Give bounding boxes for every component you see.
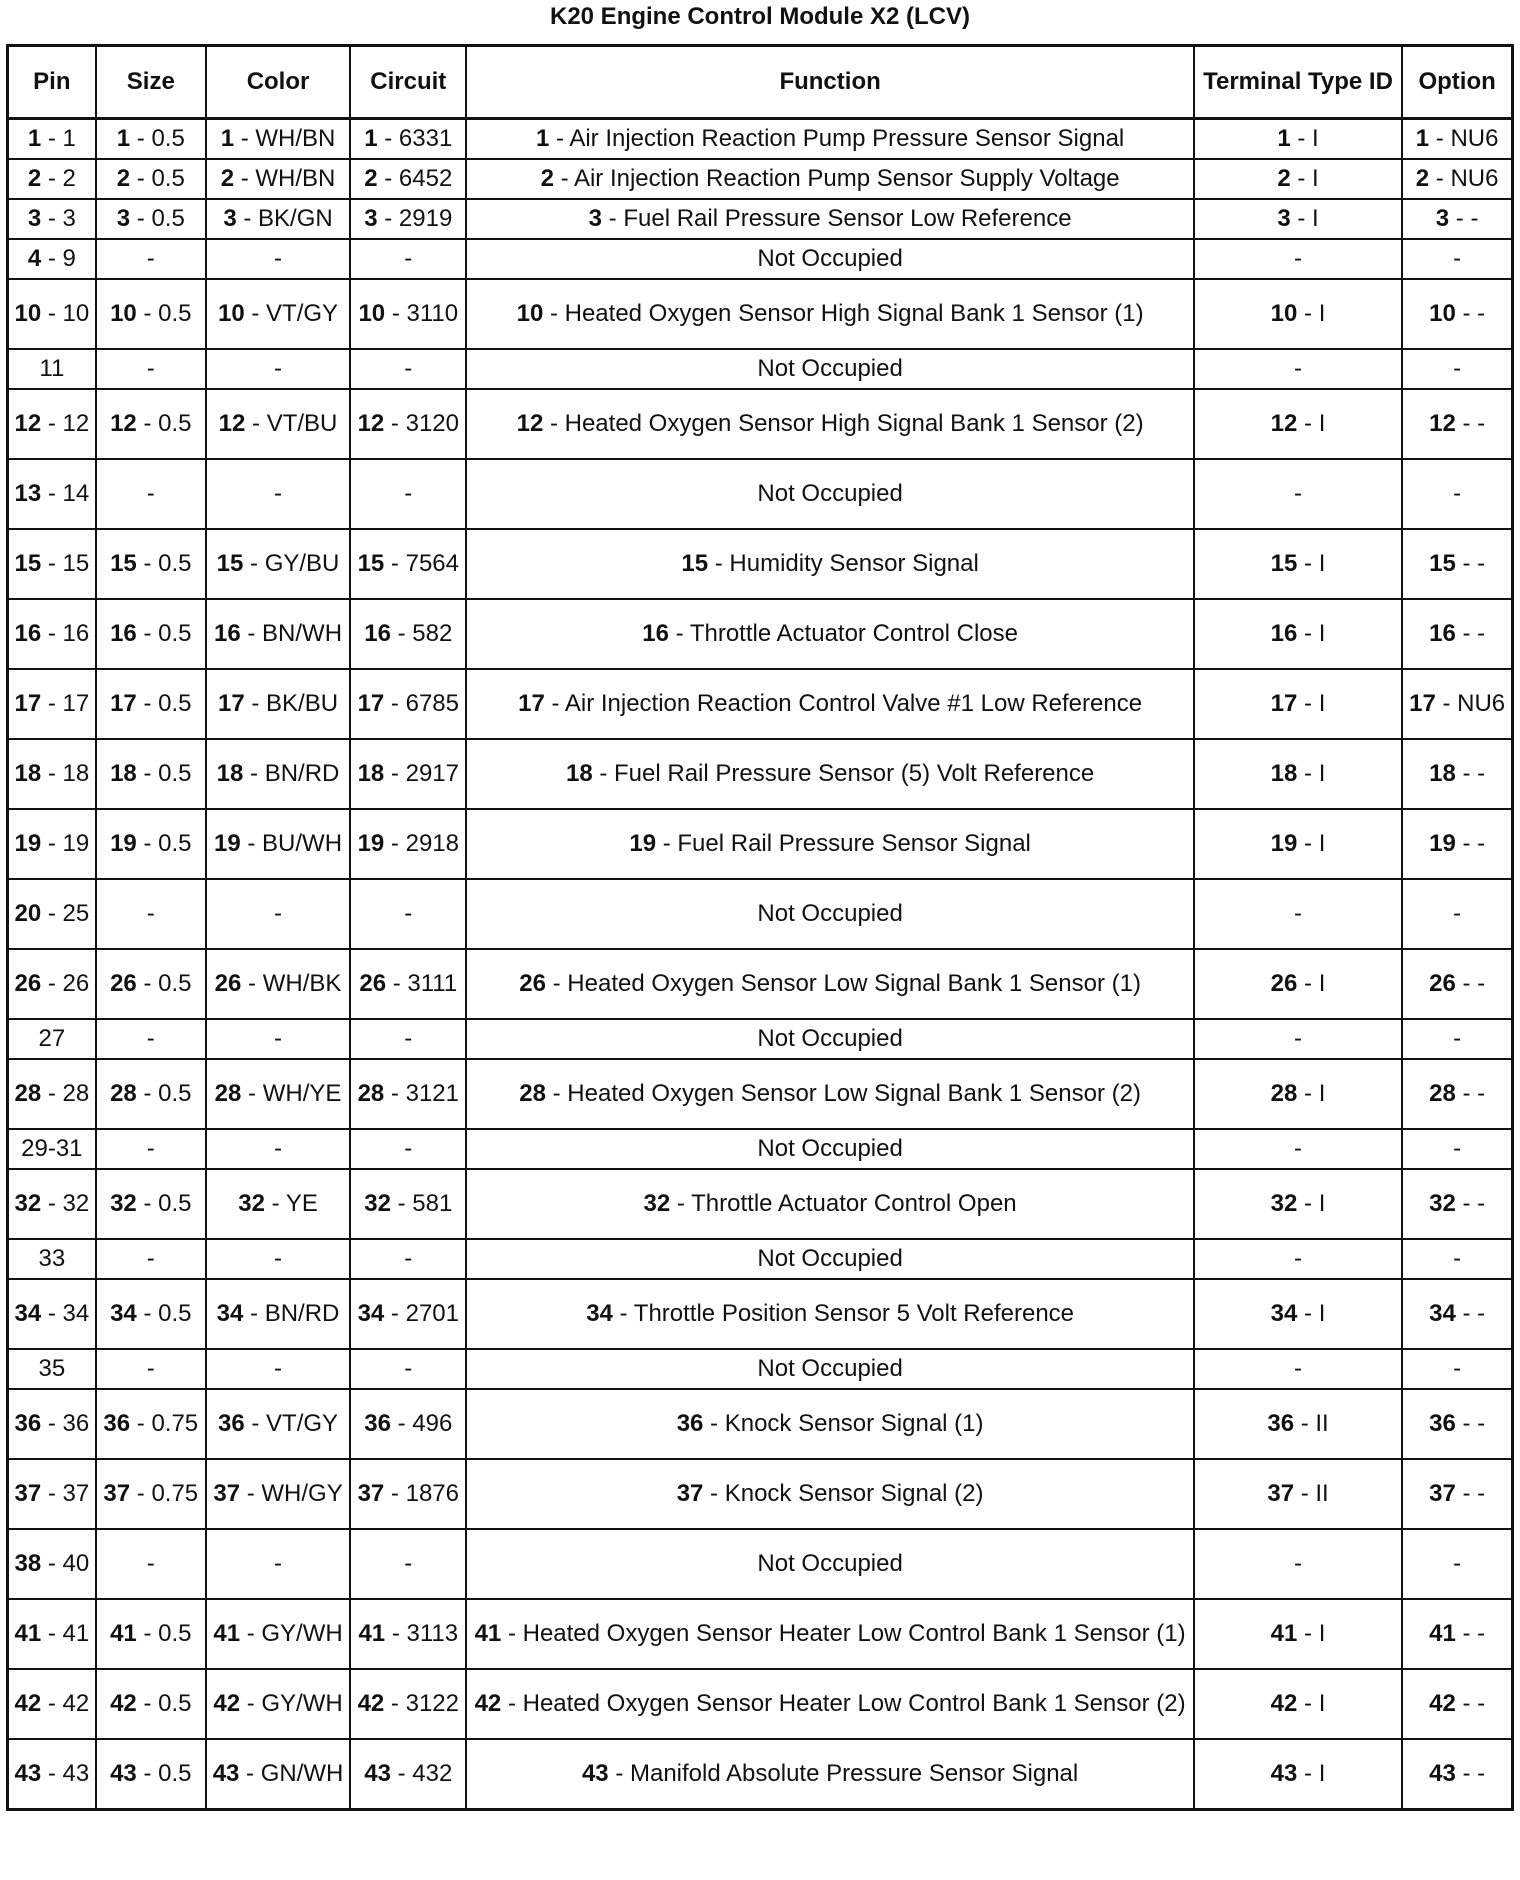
size-cell: 41 - 0.5 [96, 1599, 206, 1669]
size-cell: 42 - 0.5 [96, 1669, 206, 1739]
circuit-cell: 34 - 2701 [350, 1279, 466, 1349]
color-cell: 15 - GY/BU [206, 529, 350, 599]
terminal-type-cell: 10 - I [1194, 279, 1402, 349]
color-cell: 3 - BK/GN [206, 199, 350, 239]
color-cell: 36 - VT/GY [206, 1389, 350, 1459]
function-cell: Not Occupied [466, 349, 1193, 389]
terminal-type-cell: 3 - I [1194, 199, 1402, 239]
table-row [8, 949, 1513, 1019]
pin-cell: 18 - 18 [8, 739, 96, 809]
table-row [8, 1019, 1513, 1059]
color-cell: - [206, 1239, 350, 1279]
table-row [8, 199, 1513, 239]
color-cell: 16 - BN/WH [206, 599, 350, 669]
terminal-type-cell: - [1194, 239, 1402, 279]
table-row [8, 1349, 1513, 1389]
size-cell: 28 - 0.5 [96, 1059, 206, 1129]
function-cell: Not Occupied [466, 1349, 1193, 1389]
pin-cell: 19 - 19 [8, 809, 96, 879]
function-cell: 17 - Air Injection Reaction Control Valve #1 Low Reference [466, 669, 1193, 739]
pin-cell: 20 - 25 [8, 879, 96, 949]
function-cell: 43 - Manifold Absolute Pressure Sensor Signal [466, 1739, 1193, 1810]
table-row [8, 1389, 1513, 1459]
color-cell: 2 - WH/BN [206, 159, 350, 199]
page-title: K20 Engine Control Module X2 (LCV) [549, 3, 970, 30]
size-cell: - [96, 239, 206, 279]
color-cell: 28 - WH/YE [206, 1059, 350, 1129]
table-row [8, 1059, 1513, 1129]
pin-cell: 16 - 16 [8, 599, 96, 669]
pin-cell: 37 - 37 [8, 1459, 96, 1529]
color-cell: 34 - BN/RD [206, 1279, 350, 1349]
table-row [8, 349, 1513, 389]
circuit-cell: 26 - 3111 [350, 949, 466, 1019]
size-cell: - [96, 459, 206, 529]
terminal-type-cell: - [1194, 1529, 1402, 1599]
color-cell: 12 - VT/BU [206, 389, 350, 459]
option-cell: 32 - - [1402, 1169, 1512, 1239]
size-cell: 3 - 0.5 [96, 199, 206, 239]
color-cell: 26 - WH/BK [206, 949, 350, 1019]
terminal-type-cell: 37 - II [1194, 1459, 1402, 1529]
header-size: Size [96, 46, 206, 119]
pin-cell: 3 - 3 [8, 199, 96, 239]
function-cell: 36 - Knock Sensor Signal (1) [466, 1389, 1193, 1459]
terminal-type-cell: 32 - I [1194, 1169, 1402, 1239]
function-cell: Not Occupied [466, 1239, 1193, 1279]
header-pin: Pin [8, 46, 96, 119]
circuit-cell: 10 - 3110 [350, 279, 466, 349]
function-cell: 42 - Heated Oxygen Sensor Heater Low Control Bank 1 Sensor (2) [466, 1669, 1193, 1739]
option-cell: 2 - NU6 [1402, 159, 1512, 199]
size-cell: - [96, 1239, 206, 1279]
option-cell: - [1402, 1129, 1512, 1169]
function-cell: 28 - Heated Oxygen Sensor Low Signal Bank 1 Sensor (2) [466, 1059, 1193, 1129]
terminal-type-cell: - [1194, 459, 1402, 529]
table-row [8, 459, 1513, 529]
circuit-cell: - [350, 1529, 466, 1599]
pin-cell: 10 - 10 [8, 279, 96, 349]
table-row [8, 1599, 1513, 1669]
size-cell: - [96, 879, 206, 949]
function-cell: Not Occupied [466, 1129, 1193, 1169]
function-cell: 15 - Humidity Sensor Signal [466, 529, 1193, 599]
option-cell: 16 - - [1402, 599, 1512, 669]
table-row [8, 879, 1513, 949]
pin-cell: 28 - 28 [8, 1059, 96, 1129]
circuit-cell: 2 - 6452 [350, 159, 466, 199]
function-cell: Not Occupied [466, 239, 1193, 279]
option-cell: - [1402, 349, 1512, 389]
circuit-cell: - [350, 1349, 466, 1389]
terminal-type-cell: 2 - I [1194, 159, 1402, 199]
size-cell: 32 - 0.5 [96, 1169, 206, 1239]
function-cell: 41 - Heated Oxygen Sensor Heater Low Control Bank 1 Sensor (1) [466, 1599, 1193, 1669]
header-terminal-type-id: Terminal Type ID [1194, 46, 1402, 119]
circuit-cell: 18 - 2917 [350, 739, 466, 809]
color-cell: 17 - BK/BU [206, 669, 350, 739]
terminal-type-cell: 43 - I [1194, 1739, 1402, 1810]
circuit-cell: 19 - 2918 [350, 809, 466, 879]
function-cell: 2 - Air Injection Reaction Pump Sensor Supply Voltage [466, 159, 1193, 199]
header-circuit: Circuit [350, 46, 466, 119]
terminal-type-cell: 16 - I [1194, 599, 1402, 669]
color-cell: - [206, 879, 350, 949]
option-cell: 42 - - [1402, 1669, 1512, 1739]
option-cell: 28 - - [1402, 1059, 1512, 1129]
terminal-type-cell: - [1194, 1129, 1402, 1169]
circuit-cell: - [350, 349, 466, 389]
option-cell: 12 - - [1402, 389, 1512, 459]
terminal-type-cell: 1 - I [1194, 119, 1402, 160]
option-cell: 15 - - [1402, 529, 1512, 599]
circuit-cell: - [350, 1019, 466, 1059]
option-cell: 34 - - [1402, 1279, 1512, 1349]
pin-cell: 42 - 42 [8, 1669, 96, 1739]
circuit-cell: 28 - 3121 [350, 1059, 466, 1129]
color-cell: - [206, 1019, 350, 1059]
color-cell: - [206, 349, 350, 389]
header-option: Option [1402, 46, 1512, 119]
size-cell: 37 - 0.75 [96, 1459, 206, 1529]
size-cell: 10 - 0.5 [96, 279, 206, 349]
size-cell: 43 - 0.5 [96, 1739, 206, 1810]
option-cell: - [1402, 1019, 1512, 1059]
color-cell: 32 - YE [206, 1169, 350, 1239]
table-row [8, 669, 1513, 739]
function-cell: 16 - Throttle Actuator Control Close [466, 599, 1193, 669]
option-cell: 26 - - [1402, 949, 1512, 1019]
header-color: Color [206, 46, 350, 119]
option-cell: - [1402, 239, 1512, 279]
function-cell: 1 - Air Injection Reaction Pump Pressure Sensor Signal [466, 119, 1193, 160]
pin-cell: 41 - 41 [8, 1599, 96, 1669]
circuit-cell: 36 - 496 [350, 1389, 466, 1459]
table-row [8, 239, 1513, 279]
circuit-cell: 42 - 3122 [350, 1669, 466, 1739]
option-cell: 37 - - [1402, 1459, 1512, 1529]
header-row [8, 46, 1513, 119]
circuit-cell: 16 - 582 [350, 599, 466, 669]
terminal-type-cell: 28 - I [1194, 1059, 1402, 1129]
function-cell: Not Occupied [466, 1529, 1193, 1599]
size-cell: 1 - 0.5 [96, 119, 206, 160]
function-cell: Not Occupied [466, 879, 1193, 949]
circuit-cell: 17 - 6785 [350, 669, 466, 739]
size-cell: 2 - 0.5 [96, 159, 206, 199]
option-cell: - [1402, 879, 1512, 949]
terminal-type-cell: 18 - I [1194, 739, 1402, 809]
size-cell: 17 - 0.5 [96, 669, 206, 739]
pin-cell: 35 [8, 1349, 96, 1389]
circuit-cell: 1 - 6331 [350, 119, 466, 160]
function-cell: 18 - Fuel Rail Pressure Sensor (5) Volt Reference [466, 739, 1193, 809]
size-cell: 15 - 0.5 [96, 529, 206, 599]
size-cell: 16 - 0.5 [96, 599, 206, 669]
table-row [8, 1669, 1513, 1739]
table-row [8, 279, 1513, 349]
pin-cell: 38 - 40 [8, 1529, 96, 1599]
option-cell: 3 - - [1402, 199, 1512, 239]
function-cell: 37 - Knock Sensor Signal (2) [466, 1459, 1193, 1529]
circuit-cell: - [350, 879, 466, 949]
pin-cell: 29-31 [8, 1129, 96, 1169]
table-row [8, 599, 1513, 669]
terminal-type-cell: 36 - II [1194, 1389, 1402, 1459]
size-cell: - [96, 1349, 206, 1389]
pin-cell: 2 - 2 [8, 159, 96, 199]
size-cell: 18 - 0.5 [96, 739, 206, 809]
pin-cell: 43 - 43 [8, 1739, 96, 1810]
table-row [8, 739, 1513, 809]
function-cell: 12 - Heated Oxygen Sensor High Signal Bank 1 Sensor (2) [466, 389, 1193, 459]
circuit-cell: 43 - 432 [350, 1739, 466, 1810]
option-cell: 36 - - [1402, 1389, 1512, 1459]
color-cell: 37 - WH/GY [206, 1459, 350, 1529]
option-cell: - [1402, 1349, 1512, 1389]
option-cell: 19 - - [1402, 809, 1512, 879]
color-cell: 43 - GN/WH [206, 1739, 350, 1810]
pin-cell: 34 - 34 [8, 1279, 96, 1349]
circuit-cell: - [350, 1239, 466, 1279]
circuit-cell: - [350, 239, 466, 279]
terminal-type-cell: - [1194, 1019, 1402, 1059]
pin-cell: 4 - 9 [8, 239, 96, 279]
terminal-type-cell: 19 - I [1194, 809, 1402, 879]
option-cell: 18 - - [1402, 739, 1512, 809]
function-cell: Not Occupied [466, 1019, 1193, 1059]
size-cell: 36 - 0.75 [96, 1389, 206, 1459]
circuit-cell: - [350, 1129, 466, 1169]
pin-cell: 17 - 17 [8, 669, 96, 739]
pin-cell: 15 - 15 [8, 529, 96, 599]
circuit-cell: - [350, 459, 466, 529]
terminal-type-cell: 12 - I [1194, 389, 1402, 459]
table-body [8, 119, 1513, 1810]
terminal-type-cell: 41 - I [1194, 1599, 1402, 1669]
size-cell: - [96, 1529, 206, 1599]
color-cell: 19 - BU/WH [206, 809, 350, 879]
table-row [8, 1129, 1513, 1169]
option-cell: - [1402, 459, 1512, 529]
circuit-cell: 37 - 1876 [350, 1459, 466, 1529]
table-row [8, 1529, 1513, 1599]
table-row [8, 809, 1513, 879]
size-cell: - [96, 1129, 206, 1169]
function-cell: 19 - Fuel Rail Pressure Sensor Signal [466, 809, 1193, 879]
terminal-type-cell: 17 - I [1194, 669, 1402, 739]
terminal-type-cell: - [1194, 1239, 1402, 1279]
terminal-type-cell: 42 - I [1194, 1669, 1402, 1739]
circuit-cell: 41 - 3113 [350, 1599, 466, 1669]
terminal-type-cell: - [1194, 879, 1402, 949]
pin-cell: 27 [8, 1019, 96, 1059]
terminal-type-cell: 15 - I [1194, 529, 1402, 599]
color-cell: 18 - BN/RD [206, 739, 350, 809]
pin-cell: 13 - 14 [8, 459, 96, 529]
color-cell: 41 - GY/WH [206, 1599, 350, 1669]
table-row [8, 389, 1513, 459]
pin-cell: 1 - 1 [8, 119, 96, 160]
color-cell: 42 - GY/WH [206, 1669, 350, 1739]
pin-cell: 12 - 12 [8, 389, 96, 459]
table-row [8, 1169, 1513, 1239]
table-row [8, 119, 1513, 160]
function-cell: Not Occupied [466, 459, 1193, 529]
terminal-type-cell: 34 - I [1194, 1279, 1402, 1349]
circuit-cell: 15 - 7564 [350, 529, 466, 599]
option-cell: 43 - - [1402, 1739, 1512, 1810]
color-cell: - [206, 239, 350, 279]
function-cell: 26 - Heated Oxygen Sensor Low Signal Bank 1 Sensor (1) [466, 949, 1193, 1019]
size-cell: - [96, 1019, 206, 1059]
table-row [8, 159, 1513, 199]
option-cell: 41 - - [1402, 1599, 1512, 1669]
option-cell: - [1402, 1529, 1512, 1599]
table-row [8, 1239, 1513, 1279]
color-cell: - [206, 1349, 350, 1389]
table-row [8, 1459, 1513, 1529]
pin-cell: 11 [8, 349, 96, 389]
option-cell: 1 - NU6 [1402, 119, 1512, 160]
function-cell: 34 - Throttle Position Sensor 5 Volt Reference [466, 1279, 1193, 1349]
function-cell: 3 - Fuel Rail Pressure Sensor Low Reference [466, 199, 1193, 239]
size-cell: 12 - 0.5 [96, 389, 206, 459]
color-cell: - [206, 459, 350, 529]
size-cell: 19 - 0.5 [96, 809, 206, 879]
table-row [8, 529, 1513, 599]
table-row [8, 1739, 1513, 1810]
pin-cell: 32 - 32 [8, 1169, 96, 1239]
terminal-type-cell: 26 - I [1194, 949, 1402, 1019]
color-cell: 1 - WH/BN [206, 119, 350, 160]
circuit-cell: 12 - 3120 [350, 389, 466, 459]
header-function: Function [466, 46, 1193, 119]
size-cell: 26 - 0.5 [96, 949, 206, 1019]
circuit-cell: 32 - 581 [350, 1169, 466, 1239]
pinout-table [6, 44, 1514, 1811]
function-cell: 32 - Throttle Actuator Control Open [466, 1169, 1193, 1239]
function-cell: 10 - Heated Oxygen Sensor High Signal Bank 1 Sensor (1) [466, 279, 1193, 349]
table-row [8, 1279, 1513, 1349]
option-cell: - [1402, 1239, 1512, 1279]
terminal-type-cell: - [1194, 1349, 1402, 1389]
size-cell: 34 - 0.5 [96, 1279, 206, 1349]
option-cell: 17 - NU6 [1402, 669, 1512, 739]
terminal-type-cell: - [1194, 349, 1402, 389]
option-cell: 10 - - [1402, 279, 1512, 349]
pin-cell: 33 [8, 1239, 96, 1279]
pin-cell: 36 - 36 [8, 1389, 96, 1459]
color-cell: 10 - VT/GY [206, 279, 350, 349]
pin-cell: 26 - 26 [8, 949, 96, 1019]
size-cell: - [96, 349, 206, 389]
color-cell: - [206, 1529, 350, 1599]
color-cell: - [206, 1129, 350, 1169]
circuit-cell: 3 - 2919 [350, 199, 466, 239]
